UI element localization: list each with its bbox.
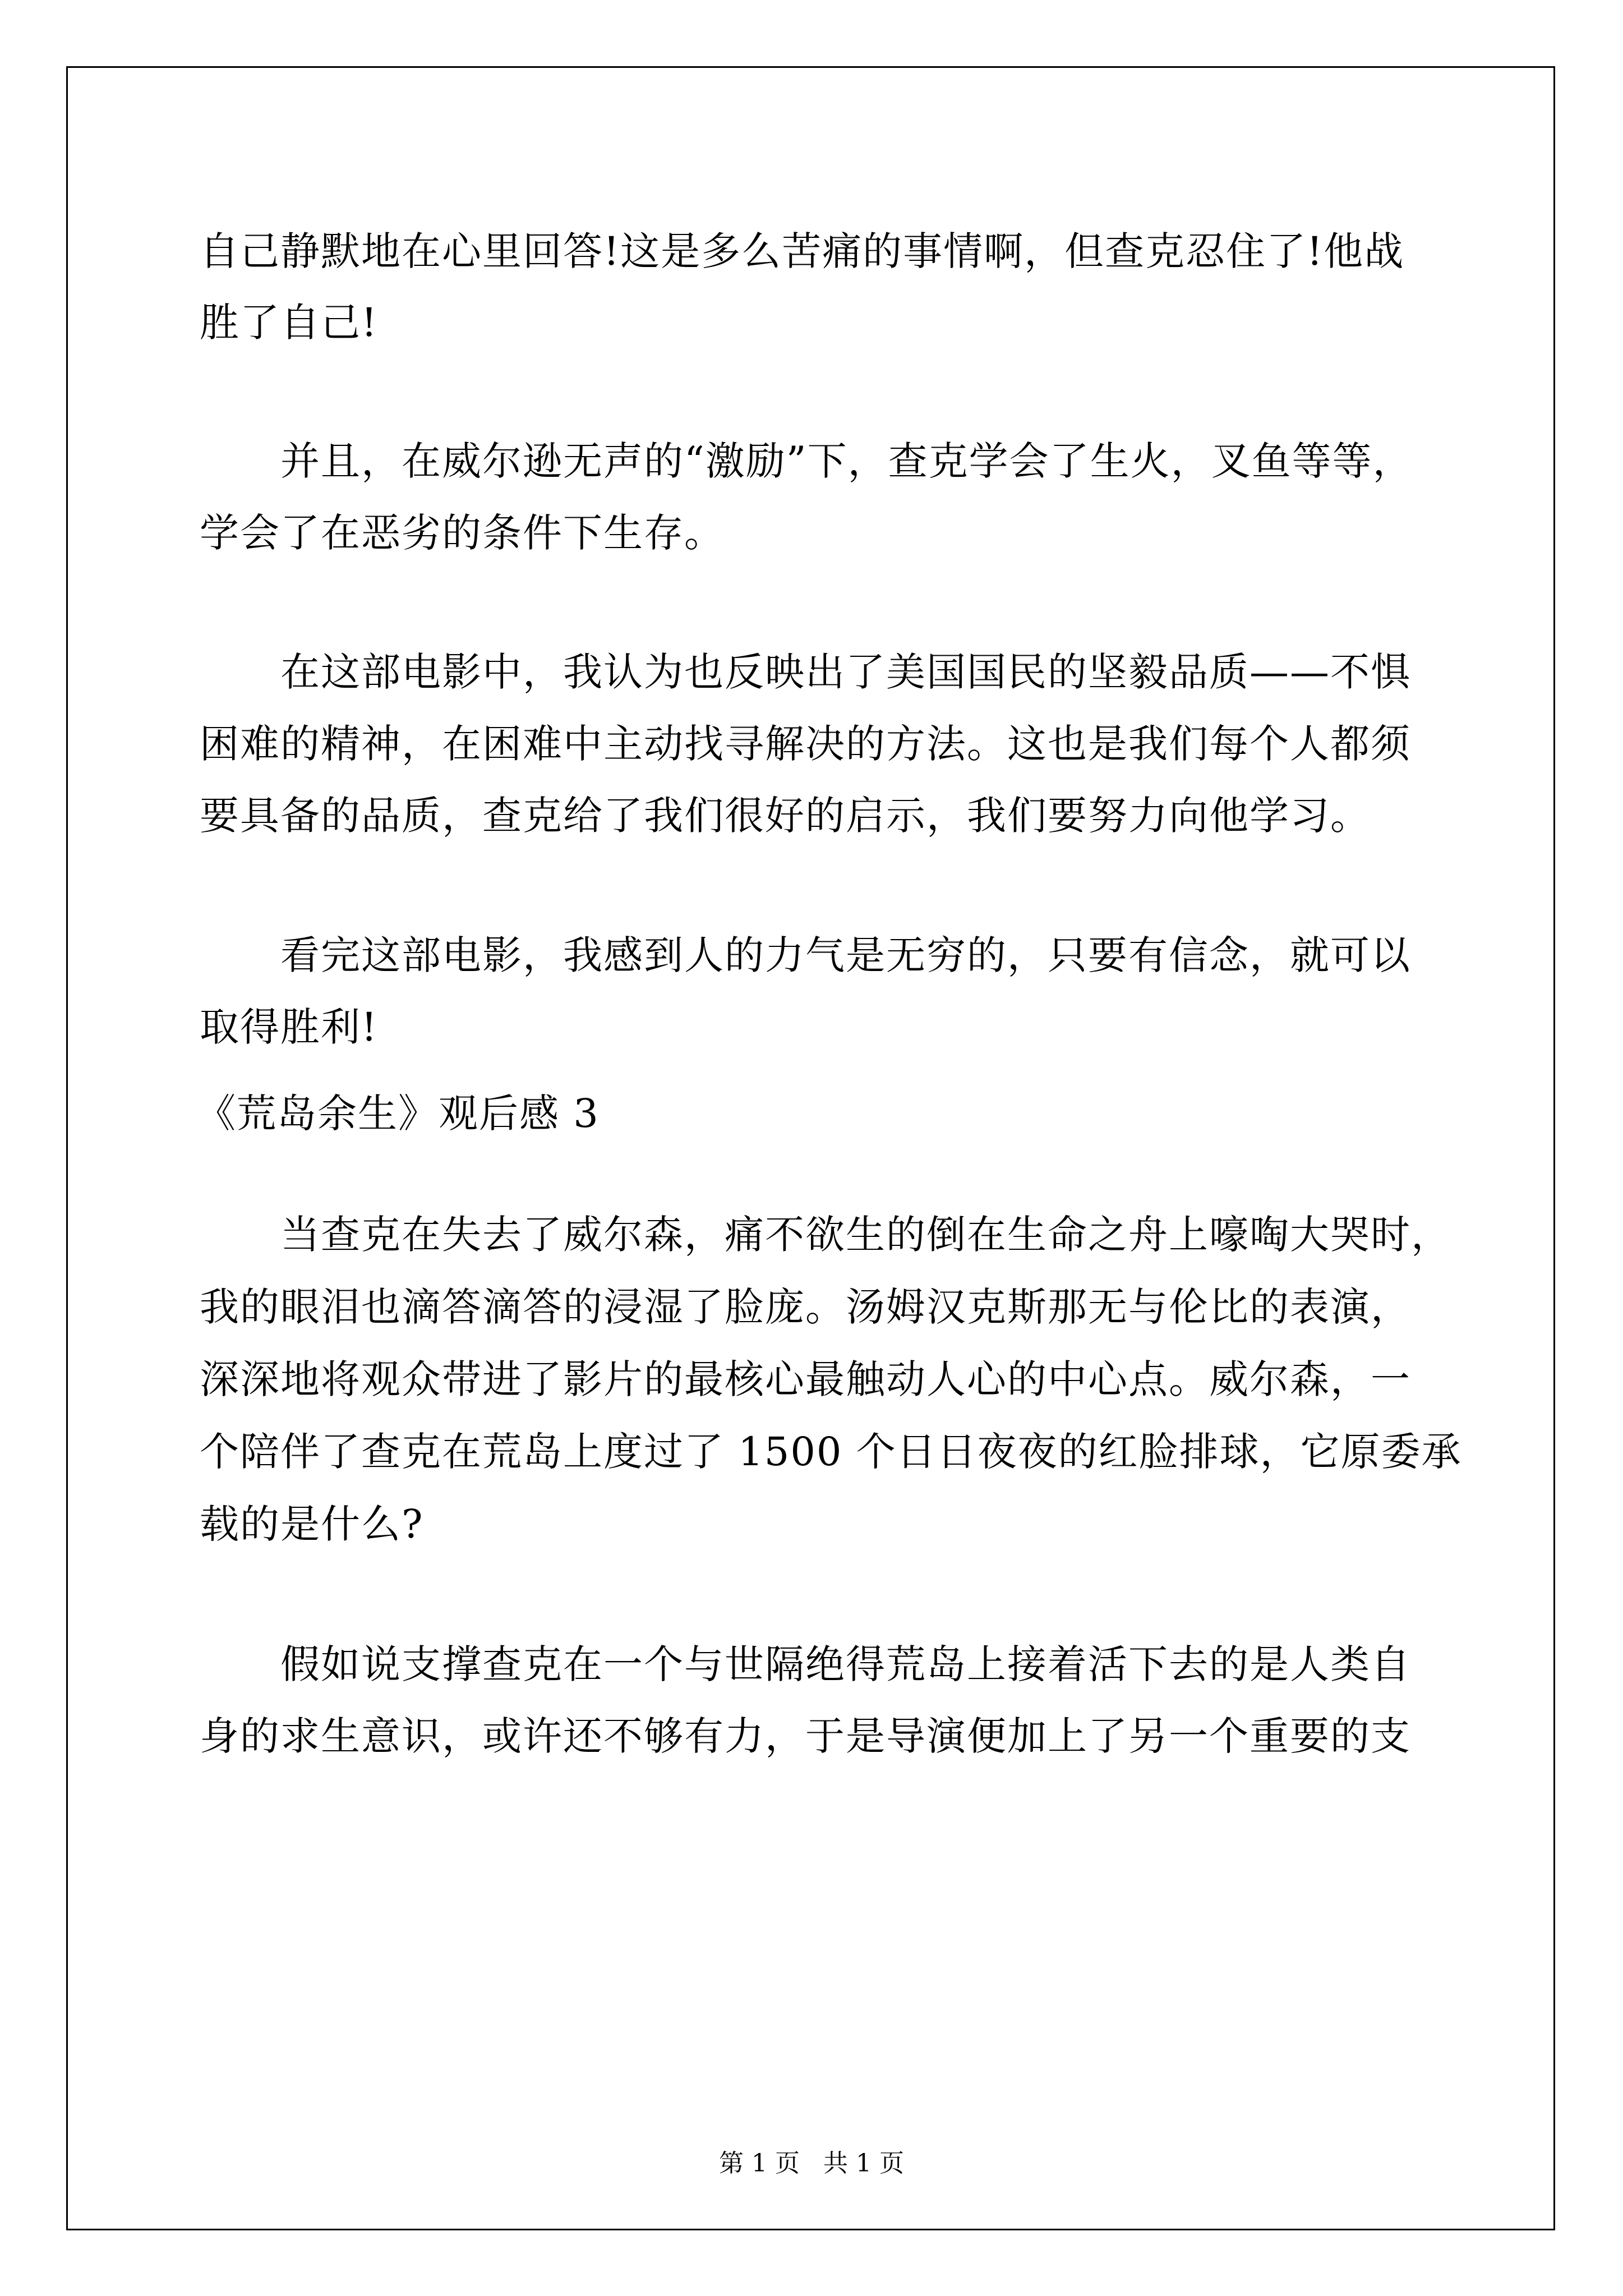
text-line: 载的是什么? <box>200 1501 424 1547</box>
text-line: 要具备的品质，查克给了我们很好的启示，我们要努力向他学习。 <box>200 793 1371 839</box>
text-line: 取得胜利! <box>200 1004 379 1050</box>
page-border <box>66 66 1555 2230</box>
section-heading: 《荒岛余生》观后感 3 <box>196 1091 600 1137</box>
page-footer <box>0 2151 1623 2176</box>
paragraph-start: 看完这部电影，我感到人的力气是无穷的，只要有信念，就可以 <box>280 932 1411 978</box>
paragraph-start: 并且，在威尔逊无声的“激励”下，查克学会了生火，叉鱼等等， <box>280 438 1413 484</box>
text-line: 学会了在恶劣的条件下生存。 <box>200 510 725 556</box>
text-line: 深深地将观众带进了影片的最核心最触动人心的中心点。威尔森，一 <box>200 1356 1411 1402</box>
text-line: 我的眼泪也滴答滴答的浸湿了脸庞。汤姆汉克斯那无与伦比的表演， <box>200 1284 1411 1330</box>
text-line: 自己静默地在心里回答!这是多么苦痛的事情啊，但查克忍住了!他战 <box>200 228 1405 274</box>
text-line: 困难的精神，在困难中主动找寻解决的方法。这也是我们每个人都须 <box>200 721 1411 767</box>
paragraph-start: 当查克在失去了威尔森，痛不欲生的倒在生命之舟上嚎啕大哭时， <box>280 1212 1451 1258</box>
page-number: 第 1 页 <box>719 2149 800 2178</box>
page-total: 共 1 页 <box>823 2149 904 2178</box>
paragraph-start: 在这部电影中，我认为也反映出了美国国民的坚毅品质——不惧 <box>280 649 1411 695</box>
paragraph-start: 假如说支撑查克在一个与世隔绝得荒岛上接着活下去的是人类自 <box>280 1641 1411 1687</box>
text-line: 胜了自己! <box>200 300 379 346</box>
text-line: 个陪伴了查克在荒岛上度过了 1500 个日日夜夜的红脸排球，它原委承 <box>200 1429 1462 1475</box>
text-line: 身的求生意识，或许还不够有力，于是导演便加上了另一个重要的支 <box>200 1713 1411 1759</box>
